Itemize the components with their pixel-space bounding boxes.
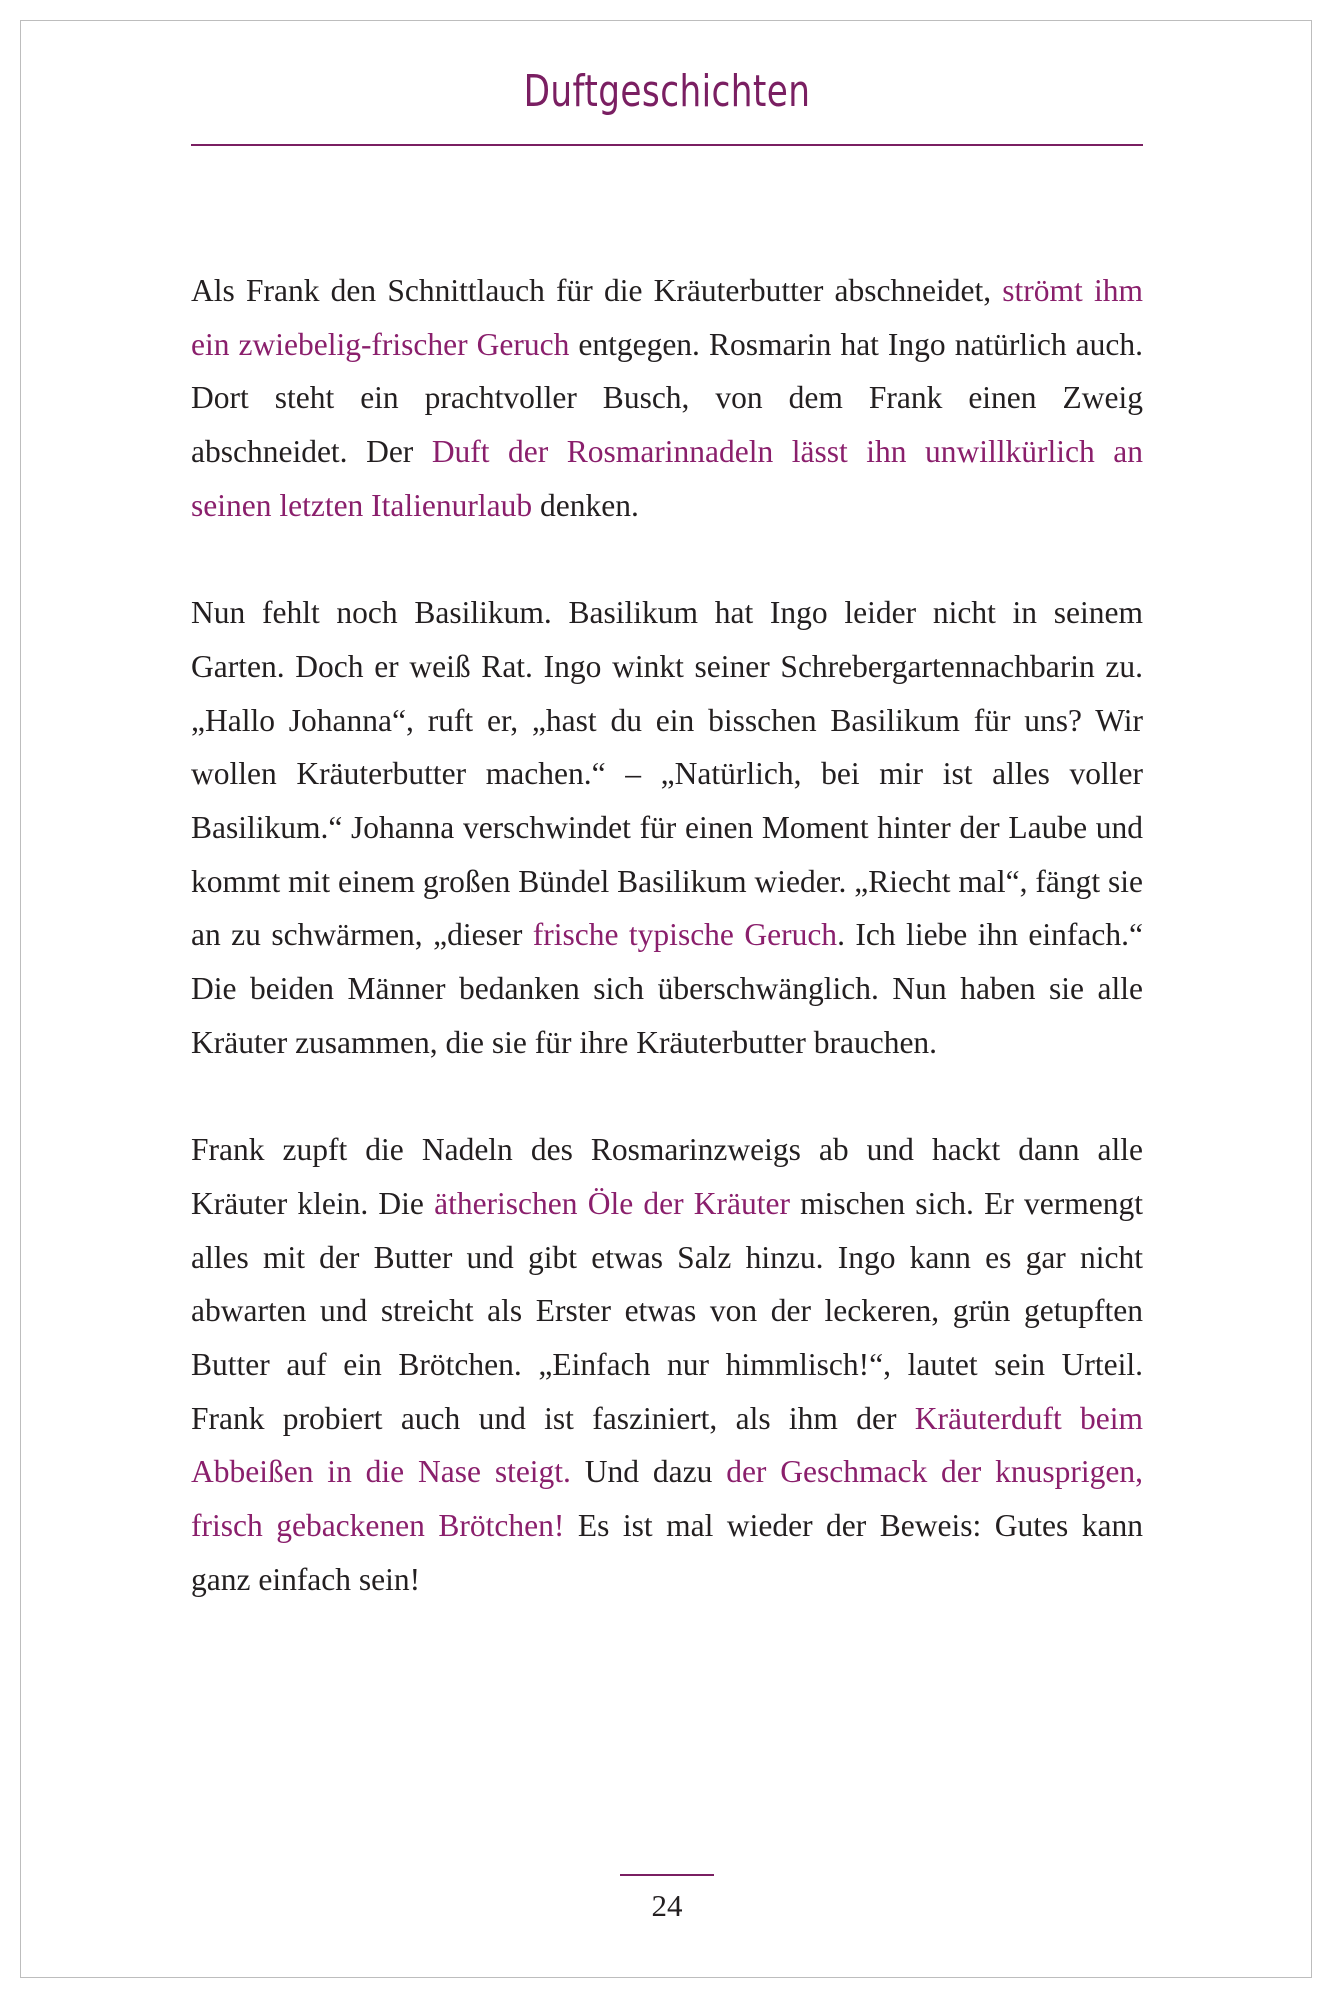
paragraph [191,264,1143,533]
page-number: 24 [651,1888,683,1923]
highlighted-phrase: Kräuterduft beim Abbeißen in die Nase steigt. [191,1400,1143,1490]
highlighted-phrase: frische typische Geruch [532,917,838,953]
text-run: entgegen. Rosmarin hat Ingo natürlich auch. Dort steht ein prachtvoller Busch, von dem Frank einen Zweig abschneidet. Der [191,326,1143,470]
text-run: Nun fehlt noch Basilikum. Basilikum hat Ingo leider nicht in seinem Garten. Doch er weiß Rat. Ingo winkt seiner Schrebergartennachbarin zu. „Hallo Johanna“, ruft er, „hast du ein bisschen Basilikum für uns? Wir wollen Kräuterbutter machen.“ – „Natürlich, bei mir ist alles voller Basilikum.“ Johanna verschwindet für einen Moment hinter der Laube und kommt mit einem großen Bündel Basilikum wieder. „Riecht mal“, fängt sie an zu schwärmen, „dieser [191,595,1143,953]
highlighted-phrase: der Geschmack der knusprigen, frisch gebackenen Brötchen! [191,1454,1143,1544]
text-run: mischen sich. Er vermengt alles mit der Butter und gibt etwas Salz hinzu. Ingo kann es gar nicht abwarten und streicht als Erster etwas von der leckeren, grün getupften Butter auf ein Brötchen. „Einfach nur himmlisch!“, lautet sein Urteil. Frank probiert auch und ist fasziniert, als ihm der [191,1185,1143,1436]
text-run: Und dazu [570,1454,727,1490]
text-run: denken. [532,487,639,523]
paragraph [191,586,1143,1069]
page-header [191,62,1143,122]
text-run: Frank zupft die Nadeln des Rosmarinzweigs ab und hackt dann alle Kräuter klein. Die [191,1132,1143,1221]
footer-divider [620,1874,714,1876]
page-title: Duftgeschichten [523,66,811,117]
highlighted-phrase: strömt ihm ein zwiebelig-frischer Geruch [191,273,1143,362]
text-run: . Ich liebe ihn einfach.“ Die beiden Männer bedanken sich überschwänglich. Nun haben sie alle Kräuter zusammen, die sie für ihre Kräuterbutter brauchen. [191,917,1143,1060]
body-text [191,264,1143,1660]
text-run: Es ist mal wieder der Beweis: Gutes kann ganz einfach sein! [191,1508,1143,1597]
paragraph [191,1123,1143,1606]
header-divider [191,144,1143,146]
highlighted-phrase: Duft der Rosmarinnadeln lässt ihn unwillkürlich an seinen letzten Italienurlaub [191,434,1144,523]
text-run: Als Frank den Schnittlauch für die Kräuterbutter abschneidet, [191,273,1003,308]
highlighted-phrase: ätherischen Öle der Kräuter [434,1185,790,1221]
